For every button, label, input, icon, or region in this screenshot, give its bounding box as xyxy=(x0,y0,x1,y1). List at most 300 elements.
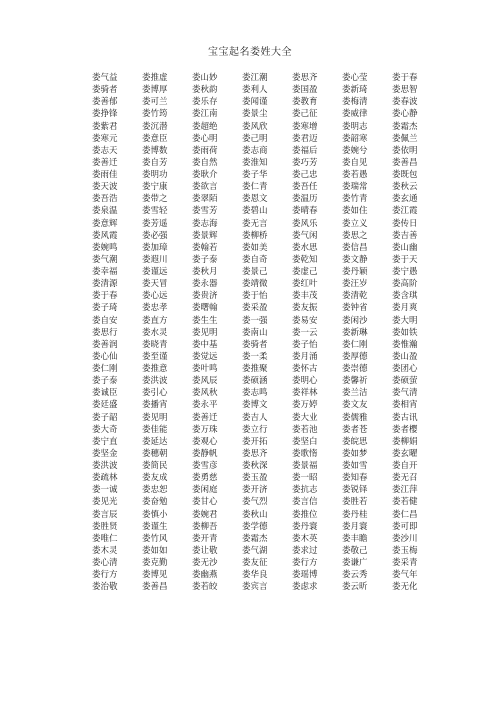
name-cell: 娄高阶 xyxy=(392,279,418,290)
name-cell: 娄水灵 xyxy=(142,327,168,338)
name-cell: 娄善迁 xyxy=(192,412,218,423)
name-cell: 娄于天 xyxy=(392,254,418,265)
name-cell: 娄佳能 xyxy=(142,424,168,435)
name-cell: 娄至谨 xyxy=(142,351,168,362)
name-cell: 娄言信 xyxy=(292,497,318,508)
name-cell: 娄心远 xyxy=(142,291,168,302)
name-cell: 娄婉君 xyxy=(192,509,218,520)
name-cell: 娄洪波 xyxy=(142,376,168,387)
name-cell: 娄清源 xyxy=(92,279,118,290)
name-cell: 娄汪岁 xyxy=(342,279,368,290)
name-cell: 娄思齐 xyxy=(242,448,268,459)
name-cell: 娄可即 xyxy=(392,521,418,532)
name-cell: 娄大业 xyxy=(292,412,318,423)
name-cell: 娄木英 xyxy=(292,533,318,544)
name-cell: 娄气益 xyxy=(92,73,118,83)
name-cell: 娄气湖 xyxy=(242,545,268,556)
name-cell: 娄易安 xyxy=(292,315,318,326)
name-cell: 娄山妙 xyxy=(192,73,218,83)
name-cell: 娄子韶 xyxy=(92,412,118,423)
name-cell: 娄闲沙 xyxy=(342,315,368,326)
name-cell: 娄宁康 xyxy=(142,182,168,193)
name-cell: 娄雪轻 xyxy=(142,206,168,217)
name-cell: 娄秋山 xyxy=(242,509,268,520)
name-cell: 娄谨远 xyxy=(142,267,168,277)
name-cell: 娄引心 xyxy=(142,388,168,399)
name-cell: 娄志商 xyxy=(242,145,268,156)
name-cell: 娄心静 xyxy=(392,109,418,120)
name-cell: 娄自然 xyxy=(192,157,218,168)
name-cell: 娄带之 xyxy=(142,194,168,205)
name-cell: 娄如雪 xyxy=(342,461,368,471)
name-cell: 娄坚白 xyxy=(292,436,318,447)
name-cell: 娄明志 xyxy=(342,121,368,132)
name-cell: 娄开拓 xyxy=(242,436,268,447)
name-cell: 娄洪波 xyxy=(92,461,118,471)
name-cell: 娄天波 xyxy=(92,182,118,193)
name-cell: 娄雪芳 xyxy=(192,206,218,217)
name-cell: 娄佩兰 xyxy=(392,133,418,144)
name-cell: 娄采青 xyxy=(392,558,418,568)
name-cell: 娄吉善 xyxy=(392,230,418,241)
document-title: 宝宝起名娄姓大全 xyxy=(208,47,292,58)
name-cell: 娄月寰 xyxy=(342,521,368,532)
name-cell: 娄抗志 xyxy=(292,485,318,496)
name-cell: 娄谦广 xyxy=(342,558,368,568)
name-cell: 娄寒元 xyxy=(92,133,118,144)
name-cell: 娄疏林 xyxy=(92,473,118,484)
name-cell: 娄无言 xyxy=(242,218,268,229)
name-cell: 娄既包 xyxy=(392,170,418,180)
name-cell: 娄一强 xyxy=(242,315,268,326)
name-cell: 娄子泰 xyxy=(192,254,218,265)
name-cell: 娄可兰 xyxy=(142,97,168,108)
name-cell: 娄无化 xyxy=(392,582,418,593)
name-cell: 娄仁青 xyxy=(242,182,268,193)
name-cell: 娄挣锋 xyxy=(92,109,118,120)
name-cell: 娄善昌 xyxy=(392,157,418,168)
name-cell: 娄骑者 xyxy=(92,85,118,96)
name-cell: 娄雪彦 xyxy=(192,461,218,471)
name-cell: 娄闻谨 xyxy=(242,97,268,108)
name-cell: 娄古讯 xyxy=(392,412,418,423)
name-cell: 娄己忠 xyxy=(292,170,318,180)
name-cell: 娄奋勉 xyxy=(142,497,168,508)
name-cell: 娄知春 xyxy=(342,473,368,484)
name-cell: 娄景辉 xyxy=(192,230,218,241)
name-cell: 娄诚臣 xyxy=(92,388,118,399)
name-cell: 娄馨祈 xyxy=(342,376,368,387)
name-cell: 娄玄曜 xyxy=(392,448,418,459)
name-cell: 娄若健 xyxy=(392,497,418,508)
name-cell: 娄中基 xyxy=(192,339,218,350)
name-cell: 娄明功 xyxy=(142,170,168,180)
name-cell: 娄廷盛 xyxy=(92,400,118,411)
name-cell: 娄宁愚 xyxy=(392,267,418,277)
name-cell: 娄思齐 xyxy=(292,73,318,83)
name-cell: 娄遐川 xyxy=(142,254,168,265)
name-cell: 娄见明 xyxy=(192,327,218,338)
name-cell: 娄江霞 xyxy=(392,206,418,217)
name-cell: 娄丰瞻 xyxy=(342,533,368,544)
name-cell: 娄清乾 xyxy=(342,291,368,302)
name-cell: 娄行方 xyxy=(292,558,318,568)
name-cell: 娄气年 xyxy=(392,570,418,581)
name-cell: 娄云秀 xyxy=(342,570,368,581)
name-cell: 娄超绝 xyxy=(192,121,218,132)
name-cell: 娄意臣 xyxy=(142,133,168,144)
name-cell: 娄韶寒 xyxy=(342,133,368,144)
name-cell: 娄丹颖 xyxy=(342,267,368,277)
name-cell: 娄玉梅 xyxy=(392,545,418,556)
name-cell: 娄传日 xyxy=(392,218,418,229)
name-cell: 娄沙川 xyxy=(392,533,418,544)
name-cell: 娄霜杰 xyxy=(242,533,268,544)
name-cell: 娄丹桂 xyxy=(342,509,368,520)
name-cell: 娄于春 xyxy=(392,73,418,83)
name-cell: 娄博文 xyxy=(242,400,268,411)
name-cell: 娄见明 xyxy=(142,412,168,423)
name-cell: 娄雨佳 xyxy=(92,170,118,180)
name-cell: 娄依明 xyxy=(392,145,418,156)
name-cell: 娄硕萤 xyxy=(392,376,418,387)
name-cell: 娄江南 xyxy=(192,109,218,120)
name-cell: 娄如如 xyxy=(142,545,168,556)
name-cell: 娄秋云 xyxy=(392,182,418,193)
name-cell: 娄如铁 xyxy=(392,327,418,338)
name-cell: 娄气闲 xyxy=(292,230,318,241)
name-cell: 娄直方 xyxy=(142,315,168,326)
name-cell: 娄晴春 xyxy=(292,206,318,217)
name-cell: 娄心仙 xyxy=(92,351,118,362)
name-cell: 娄秋月 xyxy=(192,267,218,277)
name-cell: 娄信昌 xyxy=(342,242,368,253)
name-cell: 娄静帆 xyxy=(192,448,218,459)
name-cell: 娄于春 xyxy=(92,291,118,302)
name-cell: 娄皖思 xyxy=(342,436,368,447)
name-cell: 娄君迈 xyxy=(292,133,318,144)
name-cell: 娄子华 xyxy=(242,170,268,180)
name-cell: 娄播宵 xyxy=(142,400,168,411)
name-cell: 娄气清 xyxy=(392,388,418,399)
name-cell: 娄江潮 xyxy=(242,73,268,83)
name-cell: 娄南山 xyxy=(242,327,268,338)
name-cell: 娄谨生 xyxy=(142,521,168,532)
name-cell: 娄新琳 xyxy=(342,327,368,338)
name-cell: 娄善郁 xyxy=(92,97,118,108)
name-cell: 娄如梦 xyxy=(342,448,368,459)
name-cell: 娄友成 xyxy=(142,473,168,484)
name-cell: 娄兰洁 xyxy=(342,388,368,399)
name-cell: 娄硕涵 xyxy=(242,376,268,387)
name-cell: 娄雨荷 xyxy=(192,145,218,156)
name-cell: 娄利人 xyxy=(242,85,268,96)
name-cell: 娄曙翰 xyxy=(192,303,218,314)
name-cell: 娄恩文 xyxy=(242,194,268,205)
name-cell: 娄志鸣 xyxy=(242,388,268,399)
name-cell: 娄华良 xyxy=(242,570,268,581)
name-cell: 娄无召 xyxy=(392,473,418,484)
name-cell: 娄幽燕 xyxy=(192,570,218,581)
name-cell: 娄幸福 xyxy=(92,267,118,277)
name-cell: 娄婉兮 xyxy=(342,145,368,156)
name-cell: 娄柳吾 xyxy=(192,521,218,532)
name-cell: 娄自见 xyxy=(342,157,368,168)
name-cell: 娄翠陌 xyxy=(192,194,218,205)
name-cell: 娄景己 xyxy=(242,267,268,277)
name-cell: 娄月涌 xyxy=(292,351,318,362)
name-cell: 娄博厚 xyxy=(142,85,168,96)
name-cell: 娄天冒 xyxy=(142,279,168,290)
name-cell: 娄一诚 xyxy=(92,485,118,496)
name-cell: 娄克勤 xyxy=(142,558,168,568)
name-cell: 娄心莹 xyxy=(342,73,368,83)
name-cell: 娄寒增 xyxy=(292,121,318,132)
name-cell: 娄自开 xyxy=(392,461,418,471)
name-cell: 娄胜若 xyxy=(342,497,368,508)
name-cell: 娄吉人 xyxy=(242,412,268,423)
name-cell: 娄风乐 xyxy=(292,218,318,229)
name-cell: 娄万珠 xyxy=(192,424,218,435)
name-cell: 娄子泰 xyxy=(92,376,118,387)
name-cell: 娄淮知 xyxy=(242,157,268,168)
name-cell: 娄善迁 xyxy=(92,157,118,168)
name-cell: 娄忠恕 xyxy=(142,485,168,496)
name-cell: 娄敬己 xyxy=(342,545,368,556)
name-cell: 娄甘心 xyxy=(192,497,218,508)
name-cell: 娄山幽 xyxy=(392,242,418,253)
name-cell: 娄立义 xyxy=(342,218,368,229)
name-cell: 娄友振 xyxy=(292,303,318,314)
name-cell: 娄景尘 xyxy=(242,109,268,120)
name-cell: 娄穗朝 xyxy=(142,448,168,459)
name-cell: 娄行方 xyxy=(92,570,118,581)
name-cell: 娄宁直 xyxy=(92,436,118,447)
name-cell: 娄温历 xyxy=(292,194,318,205)
name-cell: 娄团心 xyxy=(392,364,418,374)
name-cell: 娄善昌 xyxy=(142,582,168,593)
name-cell: 娄吾任 xyxy=(292,182,318,193)
name-cell: 娄威律 xyxy=(342,109,368,120)
name-cell: 娄叶鸣 xyxy=(192,364,218,374)
name-cell: 娄仁昌 xyxy=(392,509,418,520)
name-cell: 娄翰若 xyxy=(192,242,218,253)
name-cell: 娄采盈 xyxy=(242,303,268,314)
name-cell: 娄思行 xyxy=(92,327,118,338)
name-cell: 娄推虚 xyxy=(142,73,168,83)
name-cell: 娄月爽 xyxy=(392,303,418,314)
name-cell: 娄木灵 xyxy=(92,545,118,556)
name-cell: 娄必强 xyxy=(142,230,168,241)
name-cell: 娄新琦 xyxy=(342,85,368,96)
name-cell: 娄志天 xyxy=(92,145,118,156)
name-cell: 娄霜杰 xyxy=(392,121,418,132)
name-cell: 娄者樱 xyxy=(392,424,418,435)
name-cell: 娄风霞 xyxy=(92,230,118,241)
name-cell: 娄紫君 xyxy=(92,121,118,132)
name-cell: 娄含琪 xyxy=(392,291,418,302)
name-cell: 娄梅清 xyxy=(342,97,368,108)
name-cell: 娄一昭 xyxy=(292,473,318,484)
name-cell: 娄相宵 xyxy=(392,400,418,411)
name-cell: 娄友征 xyxy=(242,558,268,568)
name-cell: 娄博见 xyxy=(142,570,168,581)
name-cell: 娄山盈 xyxy=(392,351,418,362)
name-cell: 娄福后 xyxy=(292,145,318,156)
name-cell: 娄宾言 xyxy=(242,582,268,593)
name-cell: 娄风秋 xyxy=(192,388,218,399)
name-cell: 娄自芳 xyxy=(142,157,168,168)
name-cell: 娄乾知 xyxy=(292,254,318,265)
name-cell: 娄一云 xyxy=(292,327,318,338)
name-cell: 娄志海 xyxy=(192,218,218,229)
name-cell: 娄钟省 xyxy=(342,303,368,314)
name-cell: 娄骑者 xyxy=(242,339,268,350)
name-cell: 娄观心 xyxy=(192,436,218,447)
name-cell: 娄江萍 xyxy=(392,485,418,496)
name-table xyxy=(92,72,442,593)
name-cell: 娄吾浩 xyxy=(92,194,118,205)
name-cell: 娄碧山 xyxy=(242,206,268,217)
name-cell: 娄子琦 xyxy=(92,303,118,314)
name-cell: 娄竹青 xyxy=(342,194,368,205)
name-cell: 娄秋深 xyxy=(242,461,268,471)
name-cell: 娄善润 xyxy=(92,339,118,350)
name-cell: 娄芳遥 xyxy=(142,218,168,229)
name-cell: 娄歌惰 xyxy=(292,448,318,459)
name-cell: 娄简民 xyxy=(142,461,168,471)
name-cell: 娄锐铎 xyxy=(342,485,368,496)
name-cell: 娄闲庭 xyxy=(192,485,218,496)
name-cell: 娄风辰 xyxy=(192,376,218,387)
name-cell: 娄延达 xyxy=(142,436,168,447)
name-cell: 娄于怡 xyxy=(242,291,268,302)
name-cell: 娄仁刚 xyxy=(92,364,118,374)
name-cell: 娄一柔 xyxy=(242,351,268,362)
name-cell: 娄沉潜 xyxy=(142,121,168,132)
name-cell: 娄柳桥 xyxy=(242,230,268,241)
name-cell: 娄竹筠 xyxy=(142,109,168,120)
name-cell: 娄心清 xyxy=(92,558,118,568)
name-cell: 娄欲言 xyxy=(192,182,218,193)
name-cell: 娄意辉 xyxy=(92,218,118,229)
name-cell: 娄虑求 xyxy=(292,582,318,593)
name-cell: 娄泉温 xyxy=(92,206,118,217)
name-cell: 娄永平 xyxy=(192,400,218,411)
name-cell: 娄推位 xyxy=(292,509,318,520)
name-cell: 娄晓青 xyxy=(142,339,168,350)
name-cell: 娄立行 xyxy=(242,424,268,435)
name-cell: 娄见光 xyxy=(92,497,118,508)
name-cell: 娄开青 xyxy=(192,533,218,544)
name-cell: 娄让敬 xyxy=(192,545,218,556)
name-cell: 娄子怡 xyxy=(292,339,318,350)
name-cell: 娄者苍 xyxy=(342,424,368,435)
name-cell: 娄明心 xyxy=(292,376,318,387)
name-cell: 娄仁刚 xyxy=(342,339,368,350)
name-cell: 娄己征 xyxy=(292,109,318,120)
name-cell: 娄胜贤 xyxy=(92,521,118,532)
name-cell: 娄瑞常 xyxy=(342,182,368,193)
name-cell: 娄自奇 xyxy=(242,254,268,265)
name-cell: 娄景福 xyxy=(292,461,318,471)
name-cell: 娄若皎 xyxy=(192,582,218,593)
name-cell: 娄气潮 xyxy=(92,254,118,265)
name-cell: 娄求过 xyxy=(292,545,318,556)
name-cell: 娄丰茂 xyxy=(292,291,318,302)
name-cell: 娄治敬 xyxy=(92,582,118,593)
name-cell: 娄巧芳 xyxy=(292,157,318,168)
name-cell: 娄竹风 xyxy=(142,533,168,544)
name-cell: 娄厚德 xyxy=(342,351,368,362)
name-cell: 娄推聚 xyxy=(242,364,268,374)
name-cell: 娄心明 xyxy=(192,133,218,144)
name-cell: 娄耿介 xyxy=(192,170,218,180)
name-cell: 娄祥林 xyxy=(292,388,318,399)
name-cell: 娄自安 xyxy=(92,315,118,326)
name-cell: 娄怀古 xyxy=(292,364,318,374)
name-cell: 娄若愚 xyxy=(342,170,368,180)
name-cell: 娄生生 xyxy=(192,315,218,326)
name-cell: 娄忠孝 xyxy=(142,303,168,314)
name-cell: 娄惟瀚 xyxy=(392,339,418,350)
name-cell: 娄红叶 xyxy=(292,279,318,290)
name-cell: 娄崇德 xyxy=(342,364,368,374)
name-cell: 娄坚金 xyxy=(92,448,118,459)
name-cell: 娄推意 xyxy=(142,364,168,374)
name-cell: 娄儒雅 xyxy=(342,412,368,423)
name-cell: 娄思之 xyxy=(342,230,368,241)
name-cell: 娄风欣 xyxy=(242,121,268,132)
name-cell: 娄春波 xyxy=(392,97,418,108)
name-cell: 娄气烈 xyxy=(242,497,268,508)
name-cell: 娄文友 xyxy=(342,400,368,411)
name-cell: 娄博数 xyxy=(142,145,168,156)
name-cell: 娄思智 xyxy=(392,85,418,96)
name-cell: 娄如美 xyxy=(242,242,268,253)
name-cell: 娄大奇 xyxy=(92,424,118,435)
name-cell: 娄永器 xyxy=(192,279,218,290)
name-cell: 娄丹寰 xyxy=(292,521,318,532)
name-cell: 娄玄通 xyxy=(392,194,418,205)
name-cell: 娄开济 xyxy=(242,485,268,496)
name-cell: 娄玉盈 xyxy=(242,473,268,484)
name-cell: 娄文静 xyxy=(342,254,368,265)
name-cell: 娄万婷 xyxy=(292,400,318,411)
name-cell: 娄靖微 xyxy=(242,279,268,290)
name-cell: 娄慎小 xyxy=(142,509,168,520)
name-cell: 娄如住 xyxy=(342,206,368,217)
name-cell: 娄唯仁 xyxy=(92,533,118,544)
name-cell: 娄加璋 xyxy=(142,242,168,253)
name-cell: 娄勇慈 xyxy=(192,473,218,484)
name-cell: 娄婉鸣 xyxy=(92,242,118,253)
name-cell: 娄若池 xyxy=(292,424,318,435)
name-cell: 娄己明 xyxy=(242,133,268,144)
name-cell: 娄云昕 xyxy=(342,582,368,593)
name-cell: 娄柳娟 xyxy=(392,436,418,447)
name-cell: 娄水思 xyxy=(292,242,318,253)
name-cell: 娄学德 xyxy=(242,521,268,532)
name-cell: 娄乐存 xyxy=(192,97,218,108)
name-cell: 娄言辰 xyxy=(92,509,118,520)
name-cell: 娄觉远 xyxy=(192,351,218,362)
name-cell: 娄虚己 xyxy=(292,267,318,277)
name-cell: 娄瑶博 xyxy=(292,570,318,581)
name-cell: 娄大明 xyxy=(392,315,418,326)
name-cell: 娄贵济 xyxy=(192,291,218,302)
name-cell: 娄秋韵 xyxy=(192,85,218,96)
